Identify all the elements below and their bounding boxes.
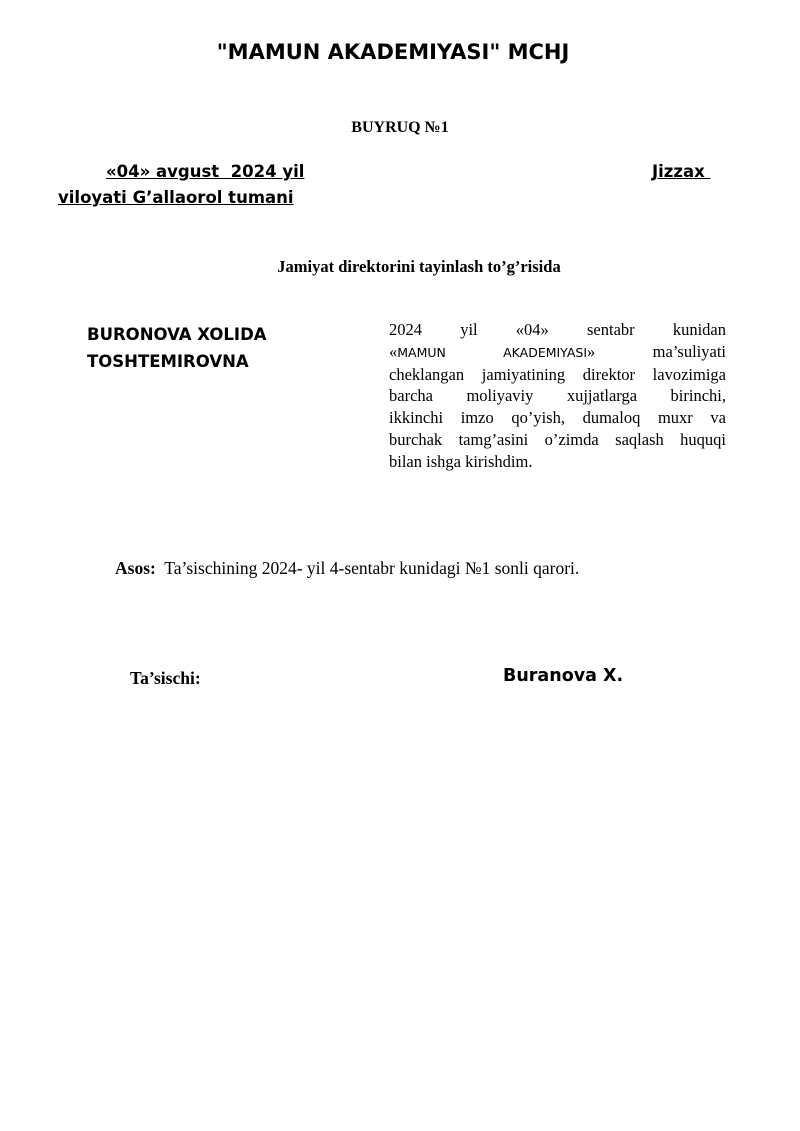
order-subject: Jamiyat direktorini tayinlash to’g’risida [277,257,561,276]
company-name: "MAMUN AKADEMIYASI" MCHJ [216,40,570,64]
founder-name: Buranova X. [503,666,624,686]
statement-line-6: burchak tamg’asini o’zimda saqlash huquqi [389,429,726,449]
order-city: Jizzax [652,162,711,181]
appointment-statement [389,319,726,473]
basis-label: Asos: [115,558,156,578]
appointee-name-line1: BURONOVA XOLIDA [87,325,267,344]
appointee-name [87,321,347,375]
order-district: viloyati G’allaorol tumani [58,188,294,207]
statement-line-2 [389,341,726,364]
statement-quote-open: « [389,341,398,361]
statement-line-5: ikkinchi imzo qo’yish, dumaloq muxr va [389,408,726,428]
order-date: «04» avgust 2024 yil [106,162,305,181]
statement-line-1: 2024 yil «04» sentabr kunidan [389,320,726,339]
statement-company: MAMUN AKADEMIYASI [397,344,588,360]
appointee-name-line2: TOSHTEMIROVNA [87,352,249,371]
statement-line-7: bilan ishga kirishdim. [389,451,533,471]
founder-label: Ta’sischi: [130,668,201,688]
basis-text: Ta’sischining 2024- yil 4-sentabr kunidagi №1 sonli qarori. [155,558,580,578]
statement-line-3: cheklangan jamiyatining direktor lavozimiga [389,364,726,384]
order-title: BUYRUQ №1 [351,119,449,136]
statement-line-2-rest: » ma’suliyati [587,341,726,361]
order-basis [115,558,579,579]
statement-line-4: barcha moliyaviy xujjatlarga birinchi, [389,386,726,406]
